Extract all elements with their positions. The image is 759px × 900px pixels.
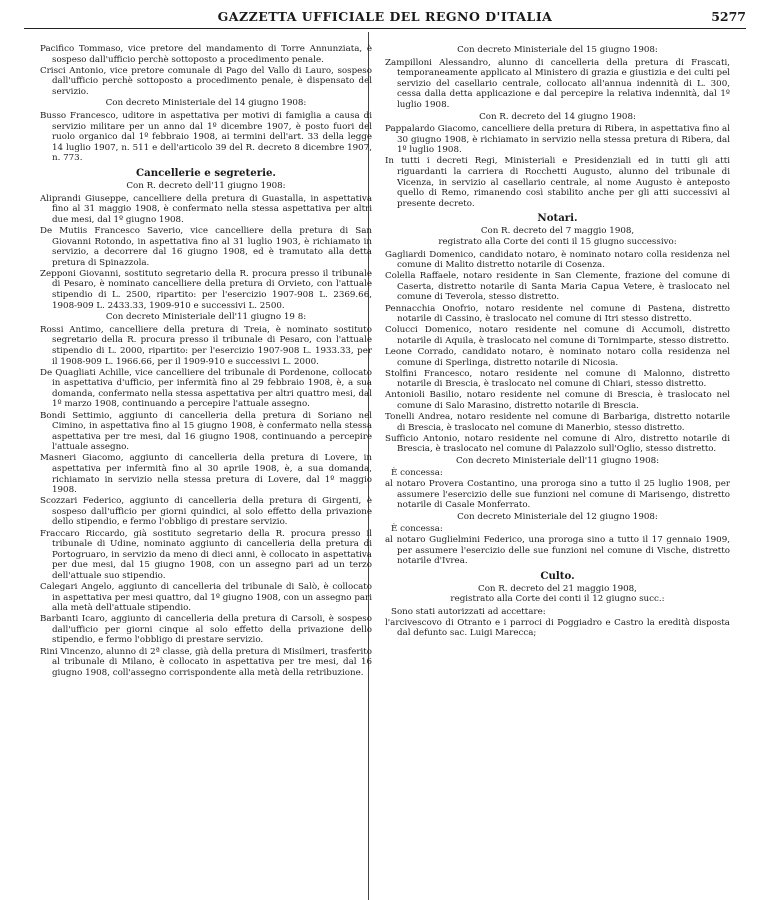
list-item: Barbanti Icaro, aggiunto di cancelleria della pretura di Carsoli, è sospeso dall'ufficio per giorni cinque al solo effetto della privazione dello stipendio, e fermo l'obbligo di prestare servizio. <box>40 614 372 646</box>
list-item: Fraccaro Riccardo, già sostituto segretario della R. procura presso il tribunale di Udine, nominato aggiunto di cancelleria della pretura di Portogruaro, in servizio da meno di dieci anni, è collocato in aspettativa per due mesi, dal 15 giugno 1908, con un assegno pari ad un terzo dell'attuale suo stipendio. <box>40 528 372 581</box>
list-item: Scozzari Federico, aggiunto di cancelleria della pretura di Girgenti, è sospeso dall'ufficio per giorni quindici, al solo effetto della privazione dello stipendio, e fermo l'obbligo di prestare servizio. <box>40 496 372 528</box>
gazette-title: GAZZETTA UFFICIALE DEL REGNO D'ITALIA <box>217 9 553 24</box>
list-item: Pappalardo Giacomo, cancelliere della pretura di Ribera, in aspettativa fino al 30 giugno 1908, è richiamato in servizio nella stessa pretura di Ribera, dal 1º luglio 1908. <box>385 124 730 156</box>
decree-registration: registrato alla Corte dei conti il 12 giugno succ.: <box>450 594 665 605</box>
list-item: Busso Francesco, uditore in aspettativa per motivi di famiglia a causa di servizio militare per un anno dal 1º dicembre 1907, è posto fuori del ruolo organico dal 1º febbraio 1908, ai termini dell'art. 33 della legge 14 luglio 1907, n. 511 e dell'articolo 39 del R. decreto 8 dicembre 1907, n. 773. <box>40 111 372 164</box>
page-number: 5277 <box>711 9 746 24</box>
decree-heading: Con decreto Ministeriale del 12 giugno 1908: <box>457 511 658 522</box>
list-item: Zampilloni Alessandro, alunno di cancelleria della pretura di Frascati, temporaneamente applicato al Ministero di grazia e giustizia e dei culti pel servizio del casellario centrale, collocato all'annua indennità di L. 300, cessa dalla detta applicazione e dal percepire la relativa indennità, dal 1º luglio 1908. <box>385 57 730 110</box>
list-item: In tutti i decreti Regi, Ministeriali e Presidenziali ed in tutti gli atti riguardanti la carriera di Rocchetti Augusto, alunno del tribunale di Vicenza, in servizio al casellario centrale, al nome Augusto è anteposto quello di Remo, rimanendo così stabilito anche per gli atti successivi al presente decreto. <box>385 156 730 209</box>
list-item: Rini Vincenzo, alunno di 2ª classe, già della pretura di Misilmeri, trasferito al tribunale di Milano, è collocato in aspettativa per tre mesi, dal 16 giugno 1908, coll'assegno corrispondente alla metà della retribuzione. <box>40 646 372 678</box>
concessa-label: È concessa: <box>391 524 443 535</box>
left-column <box>40 44 372 679</box>
list-item: Zepponi Giovanni, sostituto segretario della R. procura presso il tribunale di Pesaro, è nominato cancelliere della pretura di Orvieto, con l'attuale stipendio di L. 2500, ripartito: per l'esercizio 1907-908 L. 2369.66, 1908-909 L. 2433.33, 1909-910 e successivi L. 2500. <box>40 268 372 311</box>
list-item: Bondi Settimio, aggiunto di cancelleria della pretura di Soriano nel Cimino, in aspettativa fino al 15 giugno 1908, è confermato nella stessa aspettativa per tre mesi, dal 16 giugno 1908, continuando a percepire l'attuale assegno. <box>40 410 372 453</box>
section-title: Cancellerie e segreterie. <box>136 167 276 180</box>
list-item: Leone Corrado, candidato notaro, è nominato notaro colla residenza nel comune di Sperlinga, distretto notarile di Nicosia. <box>385 346 730 368</box>
list-item: Tonelli Andrea, notaro residente nel comune di Barbariga, distretto notarile di Brescia, è traslocato nel comune di Manerbio, stesso distretto. <box>385 412 730 433</box>
list-item: l'arcivescovo di Otranto e i parroci di Poggiadro e Castro la eredità disposta dal defunto sac. Luigi Marecca; <box>385 617 730 639</box>
list-item: Colucci Domenico, notaro residente nel comune di Accumoli, distretto notarile di Aquila, è traslocato nel comune di Tornimparte, stesso distretto. <box>385 325 730 346</box>
decree-heading: Con R. decreto del 7 maggio 1908, <box>480 226 635 237</box>
list-item: Calegari Angelo, aggiunto di cancelleria del tribunale di Salò, è collocato in aspettativa per mesi quattro, dal 1º giugno 1908, con un assegno pari alla metà dell'attuale stipendio. <box>40 582 372 614</box>
list-item: Gagliardi Domenico, candidato notaro, è nominato notaro colla residenza nel comune di Malito distretto notarile di Cosenza. <box>385 249 730 271</box>
list-item: al notaro Provera Costantino, una proroga sino a tutto il 25 luglio 1908, per assumere l'esercizio delle sue funzioni nel comune di Marisengo, distretto notarile di Casale Monferrato. <box>385 479 730 511</box>
list-item: Pacifico Tommaso, vice pretore del mandamento di Torre Annunziata, è sospeso dall'ufficio perchè sottoposto a procedimento penale. <box>40 44 372 65</box>
list-item: Aliprandi Giuseppe, cancelliere della pretura di Guastalla, in aspettativa fino al 31 maggio 1908, è confermato nella stessa aspettativa per altri due mesi, dal 1º giugno 1908. <box>40 193 372 225</box>
list-item: Sufficio Antonio, notaro residente nel comune di Alro, distretto notarile di Brescia, è traslocato nel comune di Palazzolo sull'Oglio, stesso distretto. <box>385 433 730 455</box>
section-title: Culto. <box>540 569 575 582</box>
section-title: Notari. <box>537 212 578 225</box>
concessa-label: È concessa: <box>391 468 443 479</box>
decree-heading: Con R. decreto del 14 giugno 1908: <box>479 111 636 122</box>
list-item: Rossi Antimo, cancelliere della pretura di Treia, è nominato sostituto segretario della R. procura presso il tribunale di Pesaro, con l'attuale stipendio di L. 2000, ripartito: per l'esercizio 1907-908 L. 1933.33, per il 1908-909 L. 1966.66, per il 1909-910 e successivi L. 2000. <box>40 324 372 367</box>
list-item: De Quagliati Achille, vice cancelliere del tribunale di Pordenone, collocato in aspettativa d'ufficio, per infermità fino al 29 febbraio 1908, è, a sua domanda, confermato nella stessa aspettativa per altri quattro mesi, dal 1º marzo 1908, continuando a percepire l'attuale assegno. <box>40 367 372 410</box>
decree-heading: Con decreto Ministeriale dell'11 giugno 1908: <box>455 455 660 466</box>
decree-heading: Con decreto Ministeriale dell'11 giugno 19 8: <box>105 312 307 323</box>
list-item: al notaro Guglielmini Federico, una proroga sino a tutto il 17 gennaio 1909, per assumere l'esercizio delle sue funzioni nel comune di Vische, distretto notarile d'Ivrea. <box>385 535 730 567</box>
decree-heading: Con R. decreto dell'11 giugno 1908: <box>126 181 286 192</box>
right-column <box>385 44 730 639</box>
list-item: Pennacchia Onofrio, notaro residente nel comune di Pastena, distretto notarile di Cassino, è traslocato nel comune di Itri stesso distretto. <box>385 303 730 325</box>
list-item: Colella Raffaele, notaro residente in San Clemente, frazione del comune di Caserta, distretto notarile di Santa Maria Capua Vetere, è traslocato nel comune di Teverola, stesso distretto. <box>385 271 730 303</box>
decree-heading: Con decreto Ministeriale del 14 giugno 1908: <box>105 98 307 109</box>
authorized-label: Sono stati autorizzati ad accettare: <box>391 607 546 617</box>
list-item: Stolfini Francesco, notaro residente nel comune di Malonno, distretto notarile di Brescia, è traslocato nel comune di Chiari, stesso distretto. <box>385 368 730 390</box>
list-item: Antonioli Basilio, notaro residente nel comune di Brescia, è traslocato nel comune di Salo Marasino, distretto notarile di Brescia. <box>385 390 730 411</box>
list-item: Crisci Antonio, vice pretore comunale di Pago del Vallo di Lauro, sospeso dall'ufficio perchè sottoposto a procedimento penale, è dispensato del servizio. <box>40 65 372 97</box>
list-item: Masneri Giacomo, aggiunto di cancelleria della pretura di Lovere, in aspettativa per infermità fino al 30 aprile 1908, è, a sua domanda, richiamato in servizio nella stessa pretura di Lovere, dal 1º maggio 1908. <box>40 453 372 496</box>
page-header <box>24 6 746 29</box>
decree-registration: registrato alla Corte dei conti il 15 giugno successivo: <box>438 237 677 247</box>
list-item: De Mutiis Francesco Saverio, vice cancelliere della pretura di San Giovanni Rotondo, in aspettativa fino al 31 luglio 1903, è richiamato in servizio, a decorrere dal 16 giugno 1908, ed è tramutato alla detta pretura di Spinazzola. <box>40 225 372 268</box>
decree-heading: Con R. decreto del 21 maggio 1908, <box>478 583 637 594</box>
decree-heading: Con decreto Ministeriale del 15 giugno 1908: <box>457 45 658 55</box>
